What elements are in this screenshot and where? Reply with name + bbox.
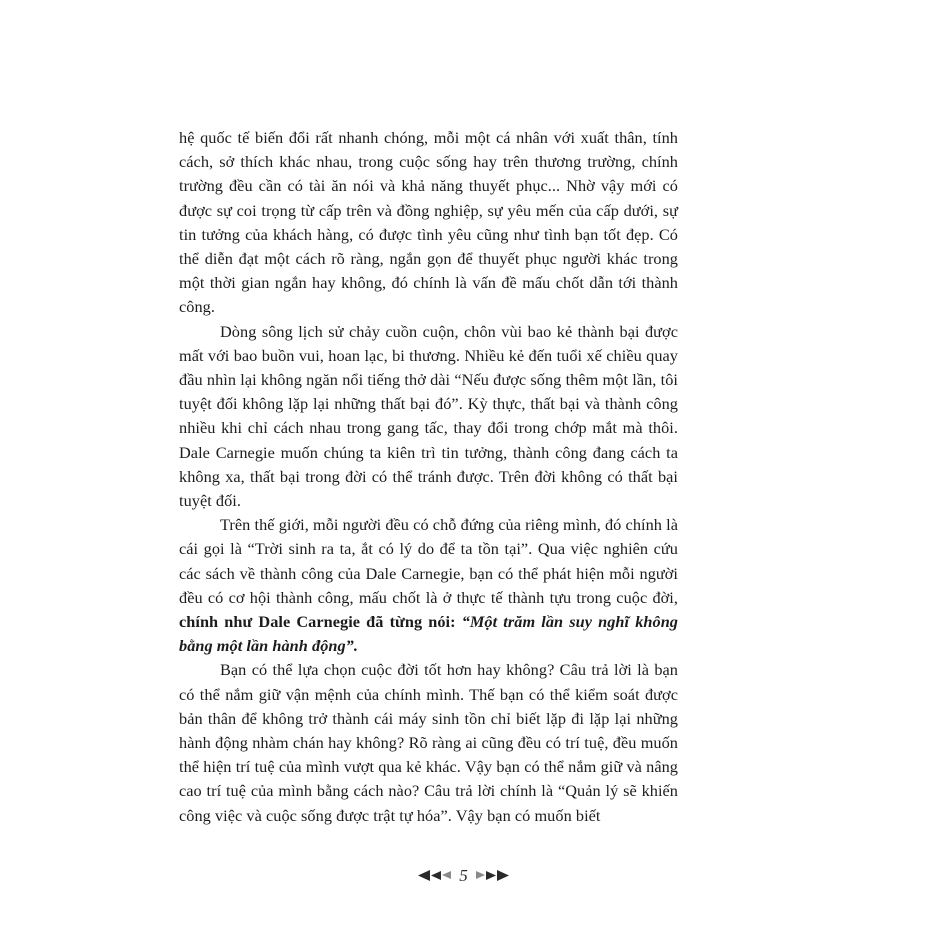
paragraph-2: Dòng sông lịch sử chảy cuồn cuộn, chôn vùi bao kẻ thành bại được mất với bao buồn vui, hoan lạc, bi thương. Nhiều kẻ đến tuổi xế chiều quay đầu nhìn lại không ngăn nổi tiếng thở dài “Nếu được sống thêm một lần, tôi tuyệt đối không lặp lại những thất bại đó”. Kỳ thực, thất bại và thành công nhiều khi chỉ cách nhau trong gang tấc, thay đổi trong chớp mắt mà thôi. Dale Carnegie muốn chúng ta kiên trì tin tưởng, thành công đang cách ta không xa, thất bại trong đời có thể tránh được. Trên đời không có thất bại tuyệt đối.: [179, 321, 678, 511]
paragraph-3-text: Trên thế giới, mỗi người đều có chỗ đứng của riêng mình, đó chính là cái gọi là “Trời sinh ra ta, ắt có lý do để ta tồn tại”. Qua việc nghiên cứu các sách về thành công của Dale Carnegie, bạn có thể phát hiện mỗi người đều có cơ hội thành công, mấu chốt là ở thực tế thành tựu trong cuộc đời,: [179, 515, 678, 607]
triple-left-arrow-icon: [418, 870, 451, 881]
quote-intro: chính như Dale Carnegie đã từng nói:: [179, 612, 456, 632]
page-number: 5: [459, 865, 468, 885]
quote-text: “Một trăm lần suy nghĩ không bằng một lần hành động”.: [179, 612, 678, 656]
triple-right-arrow-icon: [476, 870, 509, 881]
body-text: [179, 126, 678, 828]
page-footer: [0, 862, 927, 888]
paragraph-1: hệ quốc tế biến đổi rất nhanh chóng, mỗi một cá nhân với xuất thân, tính cách, sở thích khác nhau, trong cuộc sống hay trên thương trường, chính trường đều cần có tài ăn nói và khả năng thuyết phục... Nhờ vậy mới có được sự coi trọng từ cấp trên và đồng nghiệp, sự yêu mến của cấp dưới, sự tin tưởng của khách hàng, có được tình yêu cũng như tình bạn tốt đẹp. Có thể diễn đạt một cách rõ ràng, ngắn gọn để thuyết phục người khác trong một thời gian ngắn hay không, đó chính là vấn đề mấu chốt dẫn tới thành công.: [179, 128, 678, 317]
paragraph-3: [179, 513, 678, 658]
paragraph-4: Bạn có thể lựa chọn cuộc đời tốt hơn hay không? Câu trả lời là bạn có thể nắm giữ vận mệnh của chính mình. Thế bạn có thể kiểm soát được bản thân để không trở thành cái máy sinh tồn chỉ biết lặp đi lặp lại những hành động nhàm chán hay không? Rõ ràng ai cũng đều có trí tuệ, đều muốn thể hiện trí tuệ của mình vượt qua kẻ khác. Vậy bạn có thể nắm giữ và nâng cao trí tuệ của mình bằng cách nào? Câu trả lời chính là “Quản lý sẽ khiến công việc và cuộc sống được trật tự hóa”. Vậy bạn có muốn biết: [179, 660, 678, 825]
